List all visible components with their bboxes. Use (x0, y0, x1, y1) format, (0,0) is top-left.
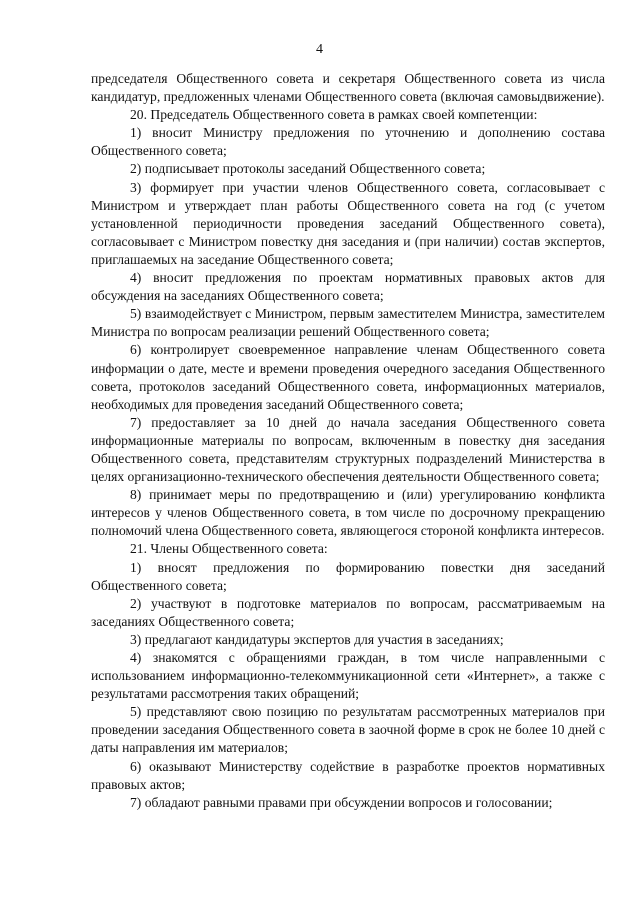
paragraph-20-item-7: 7) предоставляет за 10 дней до начала заседания Общественного совета информационные материалы по вопросам, включенным в повестку дня заседания Общественного совета, представителям структурных подразделений Министерства в целях организационно-технического обеспечения деятельности Общественного совета; (91, 414, 605, 485)
paragraph-section-20-heading: 20. Председатель Общественного совета в рамках своей компетенции: (130, 107, 538, 123)
page-number: 4 (316, 42, 323, 57)
paragraph-continuation: председателя Общественного совета и секретаря Общественного совета из числа кандидатур, предложенных членами Общественного совета (включая самовыдвижение). (91, 71, 605, 105)
paragraph-20-item-2: 2) подписывает протоколы заседаний Общественного совета; (130, 161, 486, 177)
paragraph-20-item-4: 4) вносит предложения по проектам нормативных правовых актов для обсуждения на заседаниях Общественного совета; (91, 270, 605, 304)
paragraph-21-item-2: 2) участвуют в подготовке материалов по вопросам, рассматриваемым на заседаниях Общественного совета; (91, 595, 605, 629)
paragraph-20-item-3: 3) формирует при участии членов Общественного совета, согласовывает с Министром и утверждает план работы Общественного совета на год (с учетом установленной периодичности проведения заседаний Общественного совета), согласовывает с Министром повестку дня заседания и (при наличии) состав экспертов, приглашаемых на заседание Общественного совета; (91, 179, 605, 267)
paragraph-20-item-6: 6) контролирует своевременное направление членам Общественного совета информации о дате, месте и времени проведения очередного заседания Общественного совета, протоколов заседаний Общественного совета, информационных материалов, необходимых для проведения заседаний Общественного совета; (91, 342, 605, 412)
document-body (91, 70, 605, 812)
paragraph-21-item-1: 1) вносят предложения по формированию повестки дня заседаний Общественного совета; (91, 559, 605, 593)
paragraph-21-item-7: 7) обладают равными правами при обсуждении вопросов и голосовании; (130, 794, 553, 810)
paragraph-20-item-5: 5) взаимодействует с Министром, первым заместителем Министра, заместителем Министра по вопросам реализации решений Общественного совета; (91, 306, 605, 340)
paragraph-21-item-4: 4) знакомятся с обращениями граждан, в том числе направленными с использованием информационно-телекоммуникационной сети «Интернет», а также с результатами рассмотрения таких обращений; (91, 650, 605, 702)
paragraph-20-item-8: 8) принимает меры по предотвращению и (или) урегулированию конфликта интересов у членов Общественного совета, в том числе по досрочному прекращению полномочий члена Общественного совета, являющегося стороной конфликта интересов. (91, 487, 605, 539)
paragraph-21-item-5: 5) представляют свою позицию по результатам рассмотренных материалов при проведении заседания Общественного совета в заочной форме в срок не более 10 дней с даты направления им материалов; (91, 704, 605, 756)
paragraph-20-item-1: 1) вносит Министру предложения по уточнению и дополнению состава Общественного совета; (91, 125, 605, 159)
paragraph-21-item-6: 6) оказывают Министерству содействие в разработке проектов нормативных правовых актов; (91, 758, 605, 792)
paragraph-section-21-heading: 21. Члены Общественного совета: (130, 541, 328, 557)
paragraph-21-item-3: 3) предлагают кандидатуры экспертов для участия в заседаниях; (130, 631, 504, 647)
